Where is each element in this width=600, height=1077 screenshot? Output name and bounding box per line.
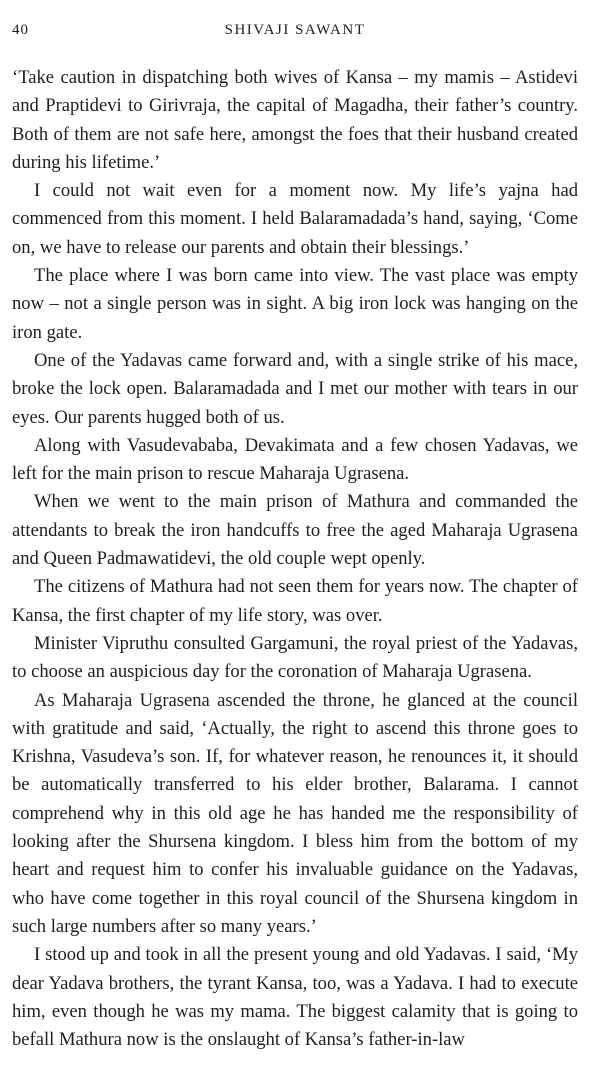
paragraph-9: As Maharaja Ugrasena ascended the throne, he glanced at the council with gratitude and said, ‘Actually, the right to ascend this throne goes to Krishna, Vasudeva’s son. If, for whatever reason, he renounces it, it should be automatically transferred to his elder brother, Balarama. I cannot comprehend why in this old age he has handed me the responsibility of looking after the Shursena kingdom. I bless him from the bottom of my heart and request him to confer his invaluable guidance on the Yadavas, who have come together in this royal council of the Shursena kingdom in such large numbers after so many years.’	[12, 689, 578, 937]
paragraph-10: I stood up and took in all the present young and old Yadavas. I said, ‘My dear Yadava brothers, the tyrant Kansa, too, was a Yadava. I had to execute him, even though he was my mama. The biggest calamity that is going to befall Mathura now is the onslaught of Kansa’s father-in-law	[12, 944, 578, 1051]
paragraph-7: The citizens of Mathura had not seen them for years now. The chapter of Kansa, the first chapter of my life story, was over.	[12, 576, 578, 626]
paragraph-8: Minister Vipruthu consulted Gargamuni, the royal priest of the Yadavas, to choose an auspicious day for the coronation of Maharaja Ugrasena.	[12, 632, 578, 683]
paragraph-3: The place where I was born came into view. The vast place was empty now – not a single person was in sight. A big iron lock was hanging on the iron gate.	[12, 265, 578, 343]
page-header	[12, 22, 578, 46]
page-number: 40	[12, 22, 29, 38]
paragraph-5: Along with Vasudevababa, Devakimata and a few chosen Yadavas, we left for the main prison to rescue Maharaja Ugrasena.	[12, 434, 578, 485]
body-text	[12, 64, 578, 1054]
paragraph-2: I could not wait even for a moment now. My life’s yajna had commenced from this moment. I held Balaramadada’s hand, saying, ‘Come on, we have to release our parents and obtain their blessings.’	[12, 180, 578, 258]
running-head-author: SHIVAJI SAWANT	[224, 22, 366, 38]
paragraph-1: ‘Take caution in dispatching both wives of Kansa – my mamis – Astidevi and Praptidevi to Girivraja, the capital of Magadha, their father’s country. Both of them are not safe here, amongst the foes that their husband created during his lifetime.’	[12, 67, 578, 173]
paragraph-4: One of the Yadavas came forward and, with a single strike of his mace, broke the lock open. Balaramadada and I met our mother with tears in our eyes. Our parents hugged both of us.	[12, 349, 578, 428]
paragraph-6: When we went to the main prison of Mathura and commanded the attendants to break the iron handcuffs to free the aged Maharaja Ugrasena and Queen Padmawatidevi, the old couple wept openly.	[12, 491, 578, 570]
